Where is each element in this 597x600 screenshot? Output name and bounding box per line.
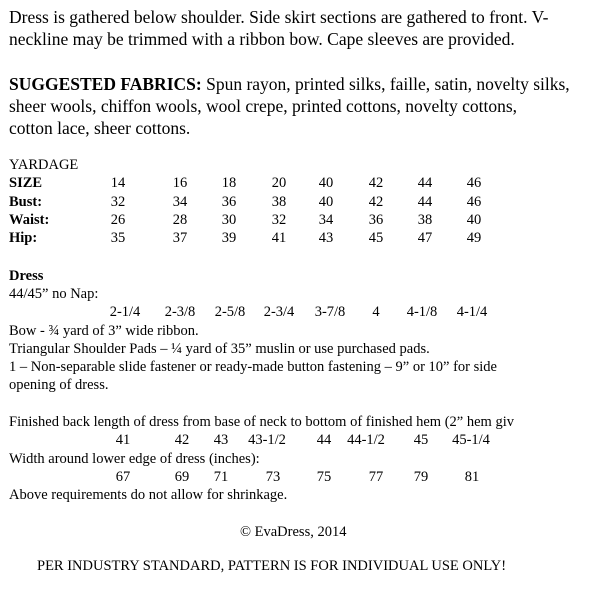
nap-value-4: 2-3/4 [263,304,295,320]
yardage-cell-r1-2: 16 [172,175,188,191]
yardage-cell-r4-1: 35 [110,230,126,246]
yardage-cell-r4-4: 41 [271,230,287,246]
yardage-cell-r2-7: 44 [417,194,433,210]
nap-label: 44/45” no Nap: [9,286,99,302]
yardage-cell-r4-5: 43 [318,230,334,246]
yardage-cell-r3-5: 34 [318,212,334,228]
yardage-cell-r1-5: 40 [318,175,334,191]
width-value-8: 81 [464,469,480,485]
fastener-line-2: opening of dress. [9,377,109,393]
back-length-label: Finished back length of dress from base of neck to bottom of finished hem (2” hem giv [9,414,514,430]
width-label: Width around lower edge of dress (inches): [9,451,260,467]
yardage-cell-r2-3: 36 [221,194,237,210]
bow-line: Bow - ¾ yard of 3” wide ribbon. [9,323,199,339]
nap-value-2: 2-3/8 [164,304,196,320]
fabrics-line-3: cotton lace, sheer cottons. [9,118,191,138]
width-value-3: 71 [213,469,229,485]
yardage-cell-r2-4: 38 [271,194,287,210]
yardage-cell-r1-1: 14 [110,175,126,191]
yardage-cell-r2-6: 42 [368,194,384,210]
yardage-cell-r2-2: 34 [172,194,188,210]
back-length-value-1: 41 [115,432,131,448]
yardage-cell-r1-6: 42 [368,175,384,191]
width-value-4: 73 [265,469,281,485]
fabrics-text-1: Spun rayon, printed silks, faille, satin, novelty silks, [201,74,570,94]
back-length-value-8: 45-1/4 [452,432,490,448]
yardage-cell-r2-8: 46 [466,194,482,210]
back-length-value-6: 44-1/2 [347,432,385,448]
intro-line-1: Dress is gathered below shoulder. Side skirt sections are gathered to front. V- [9,7,549,27]
yardage-cell-r3-8: 40 [466,212,482,228]
nap-value-3: 2-5/8 [214,304,246,320]
back-length-value-2: 42 [174,432,190,448]
width-value-6: 77 [368,469,384,485]
nap-value-5: 3-7/8 [314,304,346,320]
fastener-line-1: 1 – Non-separable slide fastener or ready-made button fastening – 9” or 10” for side [9,359,497,375]
width-value-5: 75 [316,469,332,485]
yardage-cell-r3-4: 32 [271,212,287,228]
yardage-cell-r4-6: 45 [368,230,384,246]
yardage-cell-r2-5: 40 [318,194,334,210]
back-length-value-5: 44 [316,432,332,448]
yardage-cell-r1-8: 46 [466,175,482,191]
yardage-cell-r4-3: 39 [221,230,237,246]
nap-value-1: 2-1/4 [109,304,141,320]
yardage-cell-r1-4: 20 [271,175,287,191]
back-length-value-3: 43 [213,432,229,448]
yardage-row-label-2: Bust: [9,194,43,210]
width-value-7: 79 [413,469,429,485]
yardage-cell-r3-7: 38 [417,212,433,228]
back-length-value-4: 43-1/2 [248,432,286,448]
yardage-cell-r3-2: 28 [172,212,188,228]
yardage-cell-r1-7: 44 [417,175,433,191]
yardage-cell-r4-2: 37 [172,230,188,246]
yardage-cell-r1-3: 18 [221,175,237,191]
yardage-title: YARDAGE [9,157,79,173]
fabrics-heading: SUGGESTED FABRICS: [9,74,202,94]
yardage-cell-r2-1: 32 [110,194,126,210]
yardage-cell-r4-8: 49 [466,230,482,246]
yardage-row-label-3: Waist: [9,212,50,228]
footer-notice: PER INDUSTRY STANDARD, PATTERN IS FOR INDIVIDUAL USE ONLY! [37,558,507,574]
yardage-cell-r3-3: 30 [221,212,237,228]
width-value-2: 69 [174,469,190,485]
yardage-row-label-1: SIZE [9,175,43,191]
nap-value-7: 4-1/8 [406,304,438,320]
fabrics-line-1 [9,73,570,95]
intro-line-2: neckline may be trimmed with a ribbon bow. Cape sleeves are provided. [9,29,515,49]
shrinkage-note: Above requirements do not allow for shrinkage. [9,487,288,503]
yardage-row-label-4: Hip: [9,230,38,246]
width-value-1: 67 [115,469,131,485]
dress-heading: Dress [9,268,44,284]
nap-value-8: 4-1/4 [456,304,488,320]
copyright: © EvaDress, 2014 [240,524,347,540]
nap-value-6: 4 [372,304,380,320]
yardage-cell-r3-6: 36 [368,212,384,228]
yardage-cell-r3-1: 26 [110,212,126,228]
back-length-value-7: 45 [413,432,429,448]
pads-line: Triangular Shoulder Pads – ¼ yard of 35” muslin or use purchased pads. [9,341,430,357]
fabrics-line-2: sheer wools, chiffon wools, wool crepe, printed cottons, novelty cottons, [9,96,518,116]
yardage-cell-r4-7: 47 [417,230,433,246]
